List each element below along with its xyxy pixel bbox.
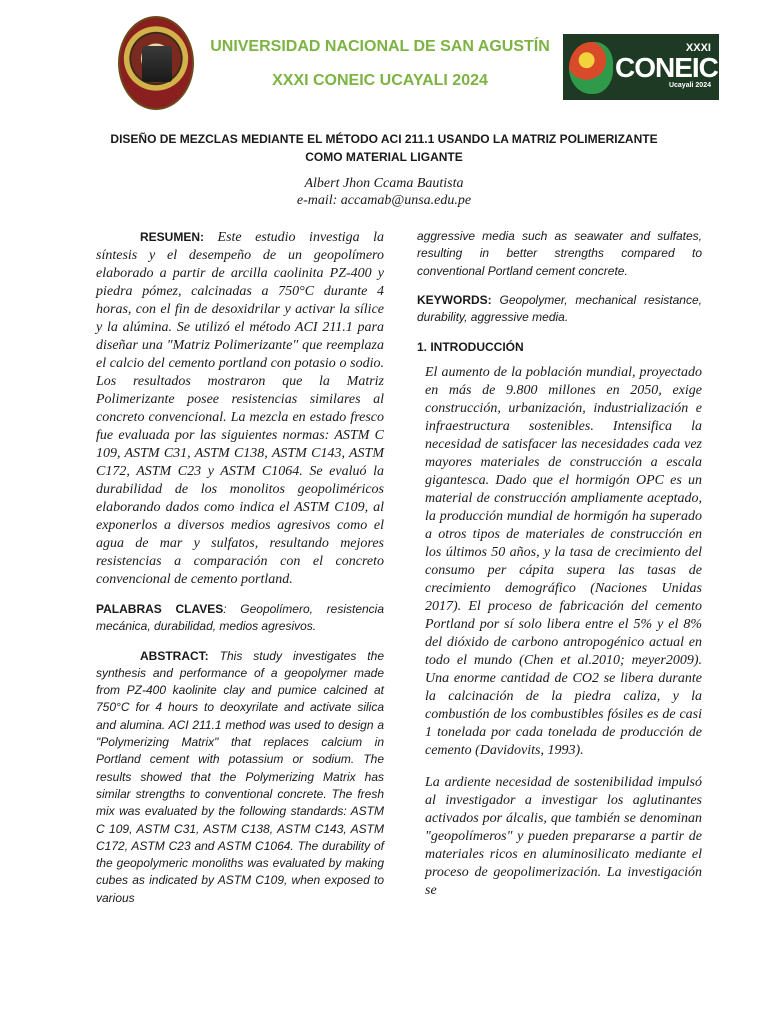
- page-header: [0, 0, 768, 120]
- coneic-logo: [563, 34, 719, 100]
- coneic-logo-roman: XXXI: [685, 42, 711, 54]
- resumen-paragraph: [96, 228, 384, 589]
- section-heading-introduccion: 1. INTRODUCCIÓN: [417, 340, 524, 355]
- university-seal-logo: [118, 16, 194, 110]
- seal-emblem-icon: [142, 46, 172, 82]
- abstract-label: ABSTRACT:: [140, 648, 209, 663]
- resumen-label: RESUMEN:: [140, 230, 205, 244]
- author-email: e-mail: accamab@unsa.edu.pe: [296, 193, 472, 208]
- right-column: [417, 228, 702, 900]
- left-column: [96, 228, 384, 907]
- intro-paragraph-1: El aumento de la población mundial, proyectado en más de 9.800 millones en 2050, exige construcción, urbanización, industrialización e infraestructura sostenibles. Intensifica la necesidad de satisfacer las necesidades cada vez mayores materiales de construcción a escala gigantesca. Dado que el hormigón OPC es un material de construcción ampliamente aceptado, la producción mundial de hormigón ha superado a otros tipos de materiales de construcción en los últimos 50 años, y la tasa de crecimiento del consumo per cápita supera las tasas de crecimiento demográfico (Naciones Unidas 2017). El proceso de fabricación del cemento Portland por sí solo libera entre el 5% y el 8% del dióxido de carbono antropogénico actual en todo el mundo (Chen et al.2010; meyer2009). Una enorme cantidad de CO2 se libera durante la calcinación de la piedra caliza, y la combustión de los combustibles fósiles es de casi 1 tonelada por cada tonelada de producción de cemento (Davidovits, 1993).: [425, 365, 702, 759]
- paper-title: DISEÑO DE MEZCLAS MEDIANTE EL MÉTODO ACI 211.1 USANDO LA MATRIZ POLIMERIZANTE COMO MATERIAL LIGANTE: [110, 132, 658, 164]
- abstract-text: This study investigates the synthesis and performance of a geopolymer made from PZ-400 kaolinite clay and pumice calcined at 750°C for 4 hours to deoxyrilate and activate silica and alumina. ACI 211.1 method was used to design a "Polymerizing Matrix" that replaces calcium in Portland cement with potassium or sodium. The results showed that the Polymerizing Matrix has similar strengths to conventional concrete. The fresh mix was evaluated by the following standards: ASTM C 109, ASTM C31, ASTM C138, ASTM C143, ASTM C172, ASTM C23 and ASTM C1064. The durability of the geopolymeric monoliths was evaluated by making cubes as indicated by ASTM C109, when exposed to various: [96, 648, 384, 905]
- keywords-text: Geopolymer, mechanical resistance, durability, aggressive media.: [417, 292, 702, 325]
- resumen-text: Este estudio investiga la síntesis y el desempeño de un geopolímero elaborado a partir de arcilla caolinita PZ-400 y piedra pómez, calcinadas a 750°C durante 4 horas, con el fin de desoxidrilar y activar la sílice y la alúmina. Se utilizó el método ACI 211.1 para diseñar una "Matriz Polimerizante" que reemplaza el calcio del cemento portland con potasio o sodio. Los resultados mostraron que la Matriz Polimerizante posee resistencias similares al concreto convencional. La mezcla en estado fresco fue evaluada por las siguientes normas: ASTM C 109, ASTM C31, ASTM C138, ASTM C143, ASTM C172, ASTM C23 y ASTM C1064. Se evaluó la durabilidad de los monolitos geopoliméricos elaborando dados como indica el ASTM C109, al exponerlos a diversos medios agresivos como el agua de mar y sulfatos, resultando mejores resistencias a comparación con el concreto convencional de cemento portland.: [96, 230, 384, 587]
- palabras-claves-text: : Geopolímero, resistencia mecánica, durabilidad, medios agresivos.: [96, 602, 384, 634]
- keywords-label: KEYWORDS:: [417, 292, 492, 307]
- palabras-claves-paragraph: [96, 601, 384, 636]
- abstract-continued: aggressive media such as seawater and sulfates, resulting in better strengths compared to conventional Portland cement concrete.: [417, 229, 702, 278]
- author-name: Albert Jhon Ccama Bautista: [304, 176, 464, 191]
- parrot-icon: [569, 42, 613, 94]
- keywords-paragraph: [417, 292, 702, 327]
- coneic-logo-name: CONEIC: [615, 52, 718, 83]
- conference-name: XXXI CONEIC UCAYALI 2024: [272, 72, 488, 89]
- university-name: UNIVERSIDAD NACIONAL DE SAN AGUSTÍN: [210, 38, 550, 55]
- palabras-claves-label: PALABRAS CLAVES: [96, 602, 224, 616]
- coneic-logo-sub: Ucayali 2024: [668, 82, 711, 89]
- intro-paragraph-2: La ardiente necesidad de sostenibilidad impulsó al investigador a investigar los aglutinantes activados por álcalis, que también se denominan "geopolímeros" y pueden prepararse a partir de materiales ricos en aluminosilicato mediante el proceso de geopolimerización. La investigación se: [425, 775, 702, 899]
- abstract-paragraph: [96, 648, 384, 907]
